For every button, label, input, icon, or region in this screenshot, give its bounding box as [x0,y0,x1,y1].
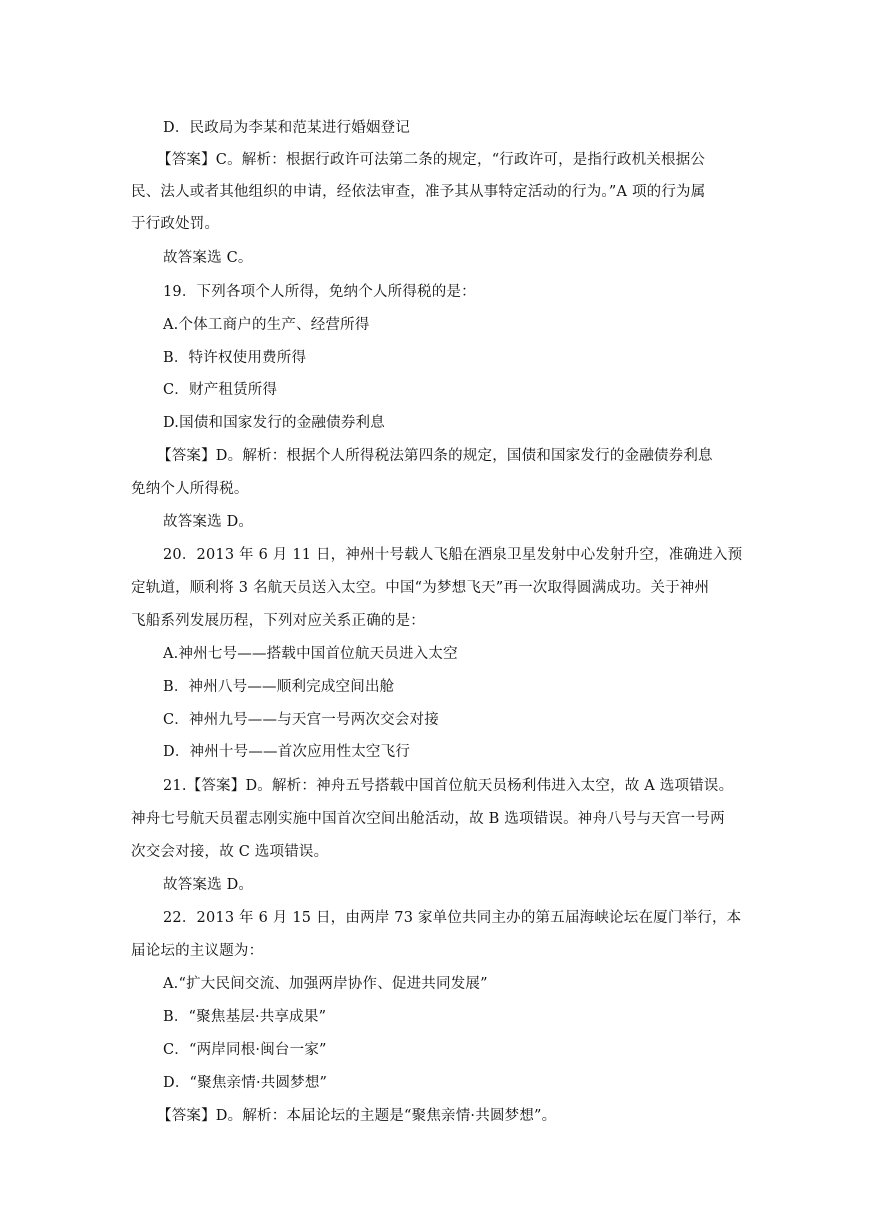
q18-answer-line-2: 民、法人或者其他组织的申请，经依法审查，准予其从事特定活动的行为。”A 项的行为属 [131,184,706,200]
q20-option-a: A.神州七号——搭载中国首位航天员进入太空 [163,646,458,662]
q20-option-c: C．神州九号——与天宫一号两次交会对接 [163,712,439,728]
q20-option-b: B．神州八号——顺利完成空间出舱 [163,679,395,695]
q19-option-b: B．特许权使用费所得 [163,350,307,366]
q21-answer-line-1: 21.【答案】D。解析：神舟五号搭载中国首位航天员杨利伟进入太空，故 A 选项错误。 [163,778,734,794]
q22-option-c: C．“两岸同根·闽台一家” [163,1042,327,1058]
q22-option-b: B．“聚焦基层·共享成果” [163,1009,327,1025]
q20-question-line-2: 定轨道，顺利将 3 名航天员送入太空。中国“为梦想飞天”再一次取得圆满成功。关于神州 [131,580,710,596]
q21-answer-line-3: 次交会对接，故 C 选项错误。 [131,844,329,860]
q19-option-c: C．财产租赁所得 [163,382,278,398]
q20-question-line-3: 飞船系列发展历程，下列对应关系正确的是： [131,613,425,629]
q19-option-d: D.国债和国家发行的金融债券利息 [163,415,385,431]
q22-answer: 【答案】D。解析：本届论坛的主题是“聚焦亲情·共圆梦想”。 [157,1108,557,1124]
q22-option-a: A.“扩大民间交流、加强两岸协作、促进共同发展” [163,976,488,992]
q20-question-line-1: 20．2013 年 6 月 11 日，神州十号载人飞船在酒泉卫星发射中心发射升空，准确进入预 [163,547,743,563]
q18-option-d: D．民政局为李某和范某进行婚姻登记 [163,120,411,136]
q19-conclusion: 故答案选 D。 [163,514,254,530]
q21-answer-line-2: 神舟七号航天员翟志刚实施中国首次空间出舱活动，故 B 选项错误。神舟八号与天宫一号两 [131,811,725,827]
q18-answer-line-3: 于行政处罚。 [131,216,220,232]
q19-answer-line-2: 免纳个人所得税。 [131,481,249,497]
q19-question: 19．下列各项个人所得，免纳个人所得税的是： [163,284,476,300]
q18-conclusion: 故答案选 C。 [163,250,253,266]
q22-question-line-2: 届论坛的主议题为： [131,943,264,959]
q20-option-d: D．神州十号——首次应用性太空飞行 [163,744,411,760]
q19-answer-line-1: 【答案】D。解析：根据个人所得税法第四条的规定，国债和国家发行的金融债券利息 [157,448,713,464]
q22-question-line-1: 22．2013 年 6 月 15 日，由两岸 73 家单位共同主办的第五届海峡论坛在厦门举行，本 [163,910,742,926]
q22-option-d: D．“聚焦亲情·共圆梦想” [163,1075,328,1091]
q21-conclusion: 故答案选 D。 [163,877,254,893]
q19-option-a: A.个体工商户的生产、经营所得 [163,317,370,333]
q18-answer-line-1: 【答案】C。解析：根据行政许可法第二条的规定，“行政许可，是指行政机关根据公 [157,152,706,168]
